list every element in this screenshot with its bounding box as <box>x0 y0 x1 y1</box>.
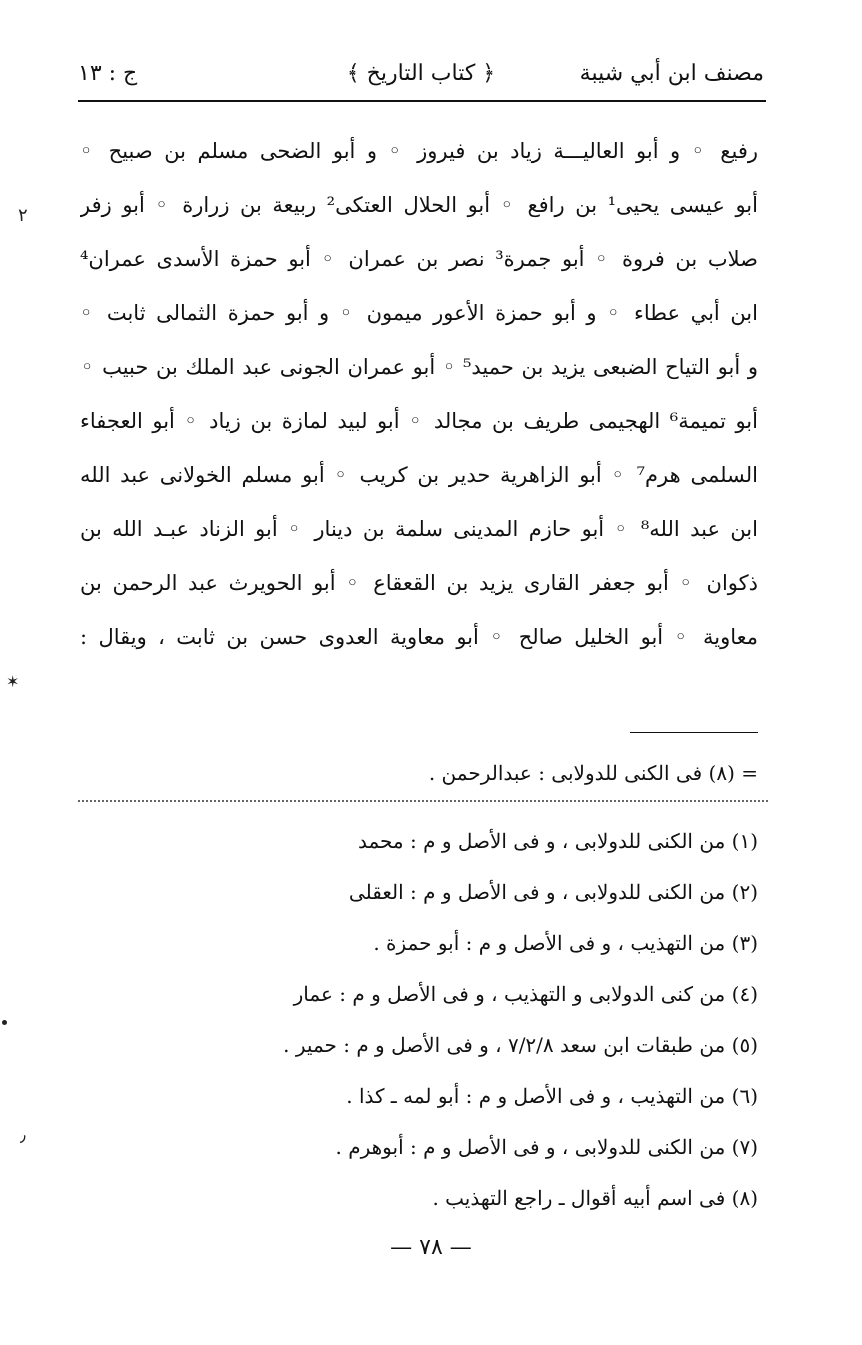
footnote: (٢) من الكنى للدولابى ، و فى الأصل و م : العقلى <box>348 880 758 904</box>
text-line: ابن أبي عطاء ◦ و أبو حمزة الأعور ميمون ◦ و أبو حمزة الثمالى ثابت ◦ <box>80 301 758 325</box>
continued-footnote: = (٨) فى الكنى للدولابى : عبدالرحمن . <box>428 761 758 785</box>
footnote: (٨) فى اسم أبيه أقوال ـ راجع التهذيب . <box>432 1186 758 1210</box>
footnote: (٤) من كنى الدولابى و التهذيب ، و فى الأصل و م : عمار <box>293 982 758 1006</box>
main-text <box>80 124 758 664</box>
margin-mark: ✶ <box>6 672 20 691</box>
text-line: ذكوان ◦ أبو جعفر القارى يزيد بن القعقاع ◦ أبو الحويرث عبد الرحمن بن <box>80 571 758 595</box>
text-line: السلمى هرم⁷ ◦ أبو الزاهرية حدير بن كريب ◦ أبو مسلم الخولانى عبد الله <box>80 463 758 487</box>
text-line: معاوية ◦ أبو الخليل صالح ◦ أبو معاوية العدوى حسن بن ثابت ، ويقال : <box>80 625 758 649</box>
margin-dot <box>2 1020 7 1025</box>
footnote-separator <box>630 732 758 733</box>
footnote: (٣) من التهذيب ، و فى الأصل و م : أبو حمزة . <box>373 931 758 955</box>
chapter-title: ﴿ كتاب التاريخ ﴾ <box>346 61 496 86</box>
text-line: رفيع ◦ و أبو العاليـــة زياد بن فيروز ◦ و أبو الضحى مسلم بن صبيح ◦ <box>80 139 758 163</box>
text-line: و أبو التياح الضبعى يزيد بن حميد⁵ ◦ أبو عمران الجونى عبد الملك بن حبيب ◦ <box>80 355 758 379</box>
footnote: (٥) من طبقات ابن سعد ٧/٢/٨ ، و فى الأصل و م : حمير . <box>283 1033 758 1057</box>
header-rule <box>78 100 766 102</box>
text-line: ابن عبد الله⁸ ◦ أبو حازم المدينى سلمة بن دينار ◦ أبو الزناد عبـد الله بن <box>80 517 758 541</box>
margin-mark: ٫ <box>20 1125 26 1146</box>
footnote: (٦) من التهذيب ، و فى الأصل و م : أبو لمه ـ كذا . <box>346 1084 758 1108</box>
margin-mark: ٢ <box>18 205 28 226</box>
footnotes <box>80 816 758 1224</box>
running-header <box>78 55 764 99</box>
footnote: (٧) من الكنى للدولابى ، و فى الأصل و م : أبوهرم . <box>335 1135 758 1159</box>
footnote-divider <box>78 800 768 802</box>
text-line: صلاب بن فروة ◦ أبو جمرة³ نصر بن عمران ◦ أبو حمزة الأسدى عمران⁴ <box>80 247 758 271</box>
page-number: — ٧٨ — <box>390 1235 472 1260</box>
book-title: مصنف ابن أبي شيبة <box>579 61 764 86</box>
text-line: أبو عيسى يحيى¹ بن رافع ◦ أبو الحلال العتكى² ربيعة بن زرارة ◦ أبو زفر <box>80 193 758 217</box>
text-line: أبو تميمة⁶ الهجيمى طريف بن مجالد ◦ أبو لبيد لمازة بن زياد ◦ أبو العجفاء <box>80 409 758 433</box>
footnote: (١) من الكنى للدولابى ، و فى الأصل و م : محمد <box>357 829 758 853</box>
volume-number: ج : ١٣ <box>78 61 138 86</box>
